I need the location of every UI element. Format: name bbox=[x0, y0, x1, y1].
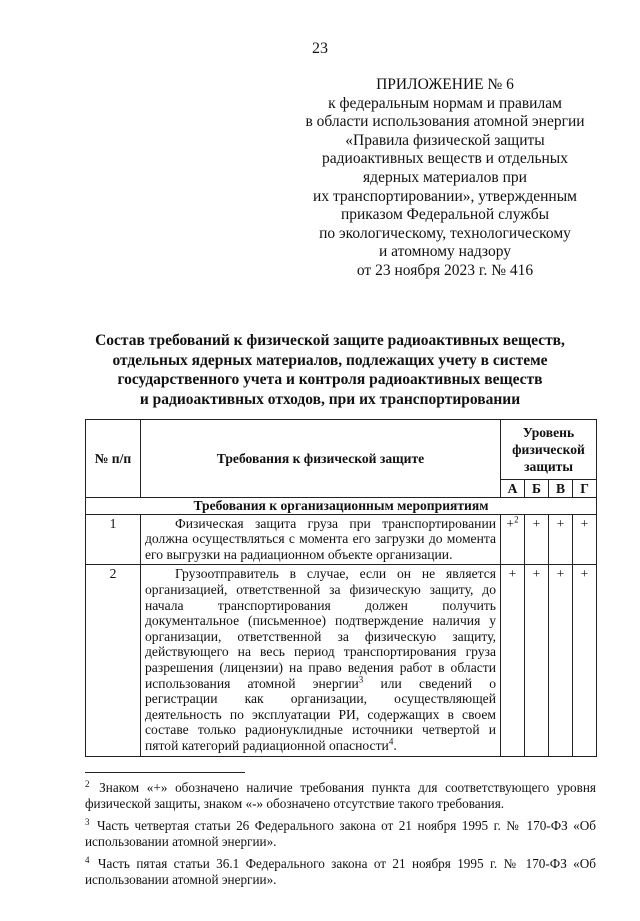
footnote-text: Часть пятая статьи 36.1 Федерального закона от 21 ноября 1995 г. № 170-ФЗ «Об использовании атомной энергии». bbox=[85, 855, 597, 888]
table-row bbox=[86, 514, 597, 565]
header-level-a: А bbox=[501, 480, 525, 498]
footnotes bbox=[85, 776, 596, 889]
mark-b: + bbox=[525, 514, 549, 565]
requirement-text-body: или сведений о регистрации как организации, осуществляющей деятельность по эксплуатации РИ, содержащих в своем составе только радионуклидные источники четвертой и пятой категорий радиационной опасности bbox=[145, 675, 496, 753]
appendix-line: и атомному надзору bbox=[379, 243, 511, 261]
footnote bbox=[85, 814, 596, 851]
appendix-line: ядерных материалов при bbox=[363, 168, 527, 186]
row-number: 2 bbox=[86, 565, 141, 756]
mark-g: + bbox=[573, 514, 597, 565]
appendix-block bbox=[300, 76, 590, 281]
requirement-text-body: Грузоотправитель в случае, если он не является организацией, ответственной за физическую защиту, до начала транспортирования должен получить документальное (письменное) подтверждение наличия у организации, ответственной за физическую защиту, действующего на весь период транспортирования груза разрешения (лицензии) на право ведения работ в области использования атомной энергии bbox=[145, 566, 496, 691]
page-number: 23 bbox=[312, 40, 328, 57]
table-row bbox=[86, 565, 597, 756]
footnote-divider bbox=[85, 772, 245, 773]
appendix-line: приказом Федеральной службы bbox=[340, 206, 550, 224]
header-level-v: В bbox=[549, 480, 573, 498]
section-heading: Требования к организационным мероприятиям bbox=[86, 498, 597, 515]
appendix-line: ПРИЛОЖЕНИЕ № 6 bbox=[376, 76, 514, 93]
appendix-line: в области использования атомной энергии bbox=[305, 113, 585, 131]
appendix-line: их транспортировании», утвержденным bbox=[313, 187, 577, 205]
mark-a: +$^2$ bbox=[501, 514, 525, 565]
requirement-text-body: Физическая защита груза при транспортировании должна осуществляться с момента его загрузки до момента его выгрузки на радиационном объекте организации. bbox=[145, 515, 496, 562]
appendix-line: к федеральным нормам и правилам bbox=[328, 94, 562, 112]
mark-a: + bbox=[501, 565, 525, 756]
mark-g: + bbox=[573, 565, 597, 756]
footnote-ref: 2 bbox=[514, 514, 519, 525]
footnote-ref: 3 bbox=[358, 674, 364, 684]
header-requirement: Требования к физической защите bbox=[141, 420, 501, 498]
footnote-mark: 4 bbox=[85, 854, 90, 865]
footnote-text: Знаком «+» обозначено наличие требования пункта для соответствующего уровня физической защиты, знаком «-» обозначено отсутствие такого требования. bbox=[85, 780, 596, 812]
header-number: № п/п bbox=[86, 420, 141, 498]
title-line: отдельных ядерных материалов, подлежащих учету в системе bbox=[112, 351, 548, 369]
footnote-mark: 2 bbox=[85, 779, 90, 789]
row-number: 1 bbox=[86, 514, 141, 565]
title-line: и радиоактивных отходов, при их транспортировании bbox=[139, 390, 521, 408]
requirement-text-end: . bbox=[393, 737, 397, 753]
requirement-text bbox=[141, 565, 501, 756]
appendix-line: по экологическому, технологическому bbox=[319, 224, 571, 242]
footnote-text: Часть четвертая статьи 26 Федерального закона от 21 ноября 1995 г. № 170-ФЗ «Об использовании атомной энергии». bbox=[85, 817, 597, 850]
footnote-ref: 4 bbox=[388, 736, 394, 747]
footnote-mark: 3 bbox=[85, 816, 90, 827]
title-line: государственного учета и контроля радиоактивных веществ bbox=[117, 371, 543, 388]
document-title bbox=[60, 331, 600, 409]
appendix-line: «Правила физической защиты bbox=[345, 131, 545, 149]
header-level-g: Г bbox=[573, 480, 597, 498]
requirement-text bbox=[141, 514, 501, 565]
header-level-b: Б bbox=[525, 480, 549, 498]
mark-b: + bbox=[525, 565, 549, 756]
footnote bbox=[85, 776, 596, 813]
appendix-line: от 23 ноября 2023 г. № 416 bbox=[356, 261, 534, 279]
mark-v: + bbox=[549, 514, 573, 565]
requirements-table bbox=[85, 419, 597, 757]
mark-v: + bbox=[549, 565, 573, 756]
title-line: Состав требований к физической защите радиоактивных веществ, bbox=[95, 332, 565, 349]
footnote bbox=[85, 852, 596, 889]
header-protection-level: Уровень физической защиты bbox=[501, 420, 597, 480]
appendix-line: радиоактивных веществ и отдельных bbox=[322, 150, 568, 168]
